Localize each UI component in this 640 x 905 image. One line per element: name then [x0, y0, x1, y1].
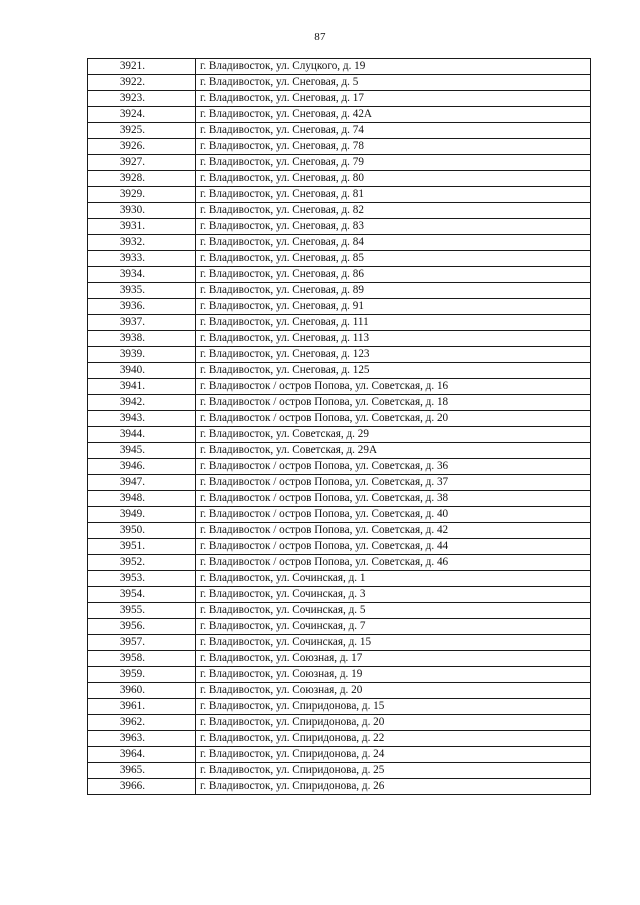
- address-cell: г. Владивосток, ул. Спиридонова, д. 26: [196, 779, 591, 795]
- table-row: [88, 523, 591, 539]
- row-number: 3945.: [88, 443, 196, 459]
- address-cell: г. Владивосток, ул. Советская, д. 29А: [196, 443, 591, 459]
- table-row: [88, 171, 591, 187]
- address-cell: г. Владивосток, ул. Снеговая, д. 74: [196, 123, 591, 139]
- address-cell: г. Владивосток / остров Попова, ул. Советская, д. 42: [196, 523, 591, 539]
- table-row: [88, 539, 591, 555]
- address-cell: г. Владивосток / остров Попова, ул. Советская, д. 37: [196, 475, 591, 491]
- address-cell: г. Владивосток, ул. Советская, д. 29: [196, 427, 591, 443]
- table-row: [88, 443, 591, 459]
- table-row: [88, 475, 591, 491]
- table-row: [88, 763, 591, 779]
- table-row: [88, 235, 591, 251]
- row-number: 3964.: [88, 747, 196, 763]
- address-table-body: [88, 59, 591, 795]
- row-number: 3937.: [88, 315, 196, 331]
- row-number: 3930.: [88, 203, 196, 219]
- page-number: 87: [314, 31, 326, 43]
- address-cell: г. Владивосток, ул. Снеговая, д. 5: [196, 75, 591, 91]
- address-cell: г. Владивосток, ул. Снеговая, д. 113: [196, 331, 591, 347]
- row-number: 3944.: [88, 427, 196, 443]
- table-row: [88, 91, 591, 107]
- row-number: 3932.: [88, 235, 196, 251]
- table-row: [88, 651, 591, 667]
- row-number: 3936.: [88, 299, 196, 315]
- table-row: [88, 283, 591, 299]
- table-row: [88, 667, 591, 683]
- table-row: [88, 635, 591, 651]
- table-row: [88, 619, 591, 635]
- row-number: 3938.: [88, 331, 196, 347]
- address-cell: г. Владивосток, ул. Союзная, д. 19: [196, 667, 591, 683]
- row-number: 3923.: [88, 91, 196, 107]
- address-cell: г. Владивосток, ул. Снеговая, д. 84: [196, 235, 591, 251]
- table-row: [88, 507, 591, 523]
- address-cell: г. Владивосток, ул. Спиридонова, д. 20: [196, 715, 591, 731]
- row-number: 3924.: [88, 107, 196, 123]
- row-number: 3926.: [88, 139, 196, 155]
- table-row: [88, 555, 591, 571]
- address-cell: г. Владивосток, ул. Снеговая, д. 111: [196, 315, 591, 331]
- table-row: [88, 107, 591, 123]
- table-row: [88, 411, 591, 427]
- address-cell: г. Владивосток, ул. Снеговая, д. 78: [196, 139, 591, 155]
- table-row: [88, 331, 591, 347]
- row-number: 3929.: [88, 187, 196, 203]
- row-number: 3948.: [88, 491, 196, 507]
- address-cell: г. Владивосток, ул. Снеговая, д. 82: [196, 203, 591, 219]
- table-row: [88, 459, 591, 475]
- row-number: 3933.: [88, 251, 196, 267]
- row-number: 3965.: [88, 763, 196, 779]
- row-number: 3956.: [88, 619, 196, 635]
- address-cell: г. Владивосток / остров Попова, ул. Советская, д. 40: [196, 507, 591, 523]
- address-cell: г. Владивосток, ул. Снеговая, д. 86: [196, 267, 591, 283]
- address-cell: г. Владивосток / остров Попова, ул. Советская, д. 16: [196, 379, 591, 395]
- row-number: 3962.: [88, 715, 196, 731]
- address-cell: г. Владивосток, ул. Спиридонова, д. 15: [196, 699, 591, 715]
- address-cell: г. Владивосток, ул. Сочинская, д. 15: [196, 635, 591, 651]
- row-number: 3927.: [88, 155, 196, 171]
- address-cell: г. Владивосток, ул. Снеговая, д. 17: [196, 91, 591, 107]
- table-row: [88, 603, 591, 619]
- address-cell: г. Владивосток / остров Попова, ул. Советская, д. 20: [196, 411, 591, 427]
- row-number: 3960.: [88, 683, 196, 699]
- row-number: 3966.: [88, 779, 196, 795]
- row-number: 3925.: [88, 123, 196, 139]
- address-cell: г. Владивосток / остров Попова, ул. Советская, д. 46: [196, 555, 591, 571]
- address-cell: г. Владивосток, ул. Снеговая, д. 79: [196, 155, 591, 171]
- table-row: [88, 315, 591, 331]
- table-row: [88, 683, 591, 699]
- row-number: 3928.: [88, 171, 196, 187]
- row-number: 3946.: [88, 459, 196, 475]
- address-cell: г. Владивосток, ул. Снеговая, д. 81: [196, 187, 591, 203]
- table-row: [88, 299, 591, 315]
- address-cell: г. Владивосток / остров Попова, ул. Советская, д. 44: [196, 539, 591, 555]
- address-cell: г. Владивосток, ул. Снеговая, д. 80: [196, 171, 591, 187]
- row-number: 3943.: [88, 411, 196, 427]
- row-number: 3940.: [88, 363, 196, 379]
- table-row: [88, 491, 591, 507]
- address-cell: г. Владивосток, ул. Спиридонова, д. 24: [196, 747, 591, 763]
- address-cell: г. Владивосток, ул. Снеговая, д. 42А: [196, 107, 591, 123]
- row-number: 3954.: [88, 587, 196, 603]
- row-number: 3949.: [88, 507, 196, 523]
- address-cell: г. Владивосток, ул. Снеговая, д. 123: [196, 347, 591, 363]
- address-cell: г. Владивосток, ул. Снеговая, д. 85: [196, 251, 591, 267]
- row-number: 3957.: [88, 635, 196, 651]
- table-row: [88, 731, 591, 747]
- row-number: 3963.: [88, 731, 196, 747]
- table-row: [88, 123, 591, 139]
- table-row: [88, 395, 591, 411]
- table-row: [88, 571, 591, 587]
- address-cell: г. Владивосток, ул. Союзная, д. 20: [196, 683, 591, 699]
- table-row: [88, 379, 591, 395]
- row-number: 3934.: [88, 267, 196, 283]
- table-row: [88, 715, 591, 731]
- row-number: 3950.: [88, 523, 196, 539]
- address-cell: г. Владивосток, ул. Союзная, д. 17: [196, 651, 591, 667]
- row-number: 3951.: [88, 539, 196, 555]
- table-row: [88, 203, 591, 219]
- table-row: [88, 155, 591, 171]
- row-number: 3955.: [88, 603, 196, 619]
- table-row: [88, 139, 591, 155]
- row-number: 3953.: [88, 571, 196, 587]
- address-cell: г. Владивосток / остров Попова, ул. Советская, д. 38: [196, 491, 591, 507]
- table-row: [88, 363, 591, 379]
- table-row: [88, 75, 591, 91]
- row-number: 3935.: [88, 283, 196, 299]
- address-cell: г. Владивосток, ул. Снеговая, д. 83: [196, 219, 591, 235]
- row-number: 3941.: [88, 379, 196, 395]
- address-table: [87, 58, 591, 795]
- table-row: [88, 251, 591, 267]
- address-cell: г. Владивосток, ул. Снеговая, д. 91: [196, 299, 591, 315]
- address-cell: г. Владивосток, ул. Сочинская, д. 7: [196, 619, 591, 635]
- table-row: [88, 347, 591, 363]
- table-row: [88, 59, 591, 75]
- row-number: 3939.: [88, 347, 196, 363]
- address-cell: г. Владивосток / остров Попова, ул. Советская, д. 36: [196, 459, 591, 475]
- table-row: [88, 427, 591, 443]
- row-number: 3947.: [88, 475, 196, 491]
- table-row: [88, 779, 591, 795]
- table-row: [88, 219, 591, 235]
- address-cell: г. Владивосток, ул. Слуцкого, д. 19: [196, 59, 591, 75]
- row-number: 3922.: [88, 75, 196, 91]
- address-cell: г. Владивосток / остров Попова, ул. Советская, д. 18: [196, 395, 591, 411]
- row-number: 3942.: [88, 395, 196, 411]
- address-cell: г. Владивосток, ул. Снеговая, д. 125: [196, 363, 591, 379]
- row-number: 3921.: [88, 59, 196, 75]
- address-cell: г. Владивосток, ул. Снеговая, д. 89: [196, 283, 591, 299]
- table-row: [88, 699, 591, 715]
- table-row: [88, 267, 591, 283]
- address-cell: г. Владивосток, ул. Спиридонова, д. 22: [196, 731, 591, 747]
- row-number: 3931.: [88, 219, 196, 235]
- table-row: [88, 587, 591, 603]
- row-number: 3952.: [88, 555, 196, 571]
- row-number: 3958.: [88, 651, 196, 667]
- address-cell: г. Владивосток, ул. Спиридонова, д. 25: [196, 763, 591, 779]
- address-cell: г. Владивосток, ул. Сочинская, д. 1: [196, 571, 591, 587]
- row-number: 3959.: [88, 667, 196, 683]
- row-number: 3961.: [88, 699, 196, 715]
- table-row: [88, 187, 591, 203]
- address-cell: г. Владивосток, ул. Сочинская, д. 3: [196, 587, 591, 603]
- table-row: [88, 747, 591, 763]
- address-cell: г. Владивосток, ул. Сочинская, д. 5: [196, 603, 591, 619]
